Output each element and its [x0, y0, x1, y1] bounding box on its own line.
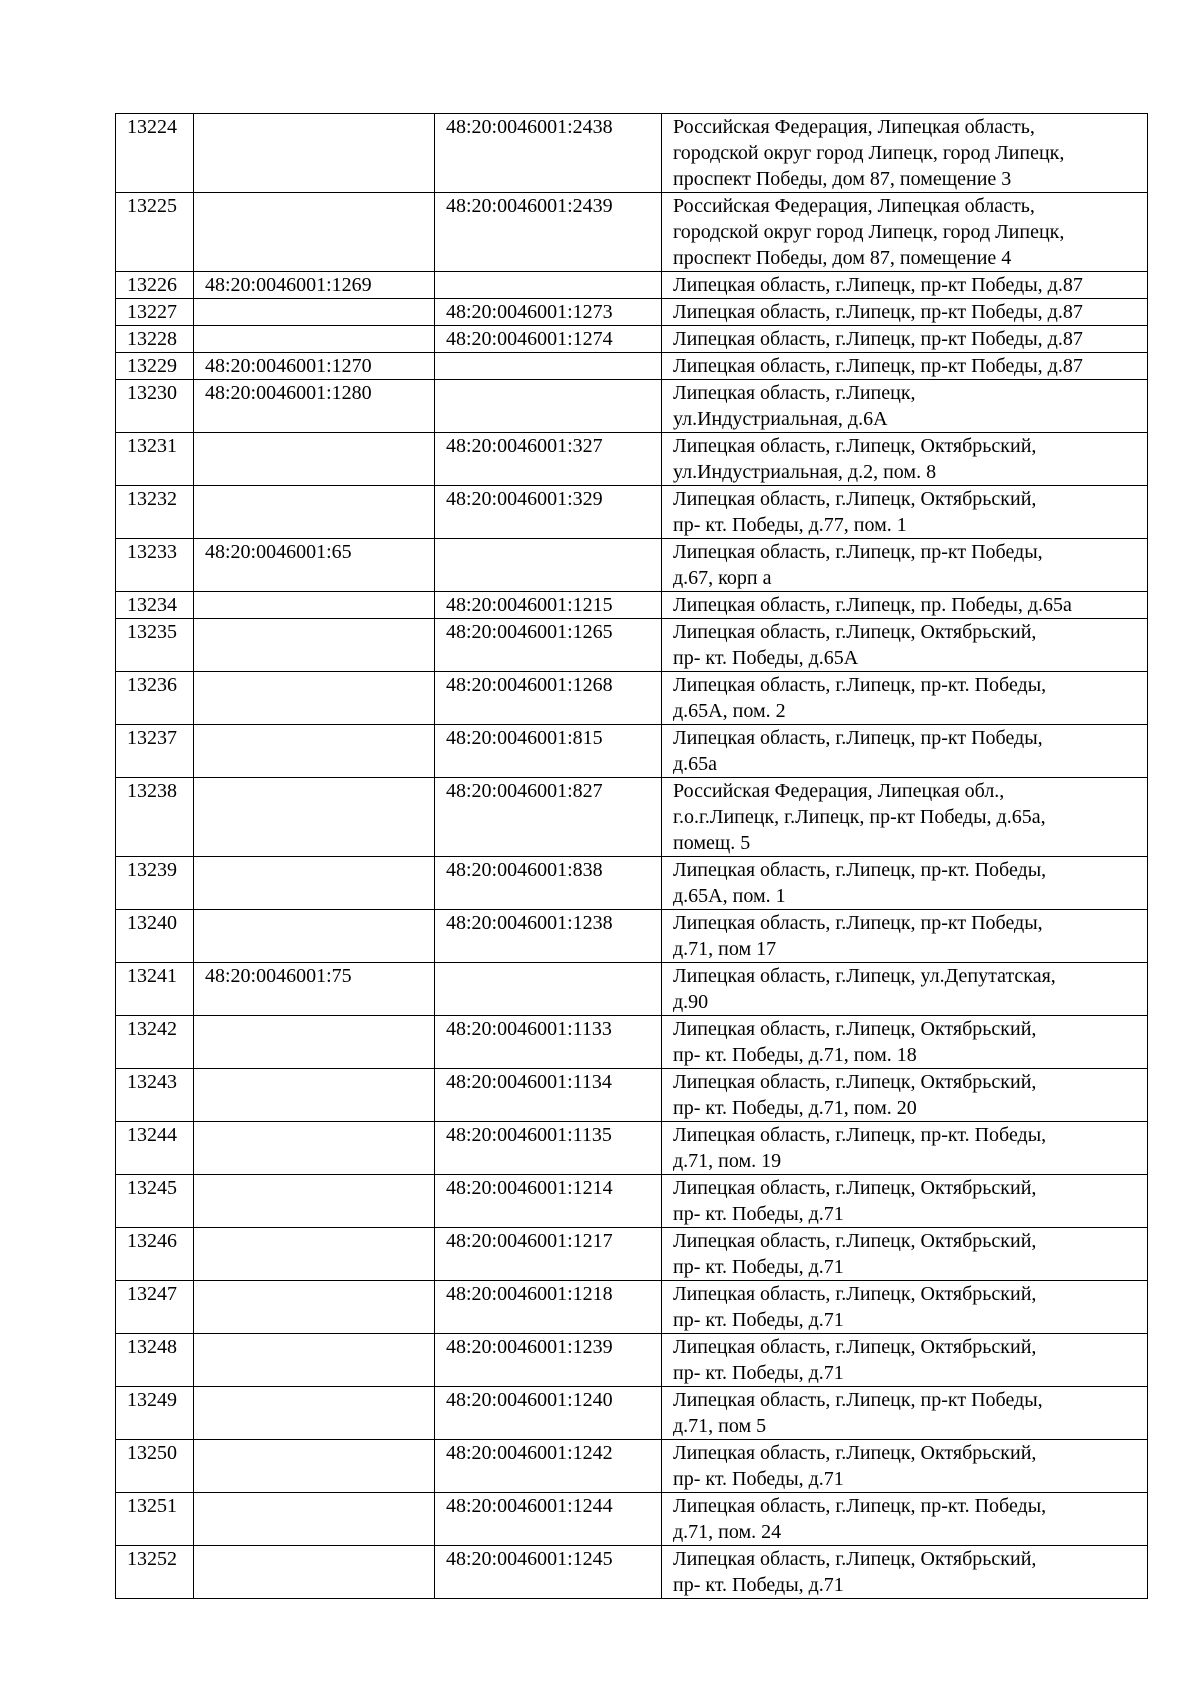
room-cadastral-number-cell: 48:20:0046001:1215 [435, 592, 662, 619]
room-cadastral-number-cell: 48:20:0046001:1244 [435, 1493, 662, 1546]
room-cadastral-number-cell: 48:20:0046001:1242 [435, 1440, 662, 1493]
address-cell: Липецкая область, г.Липецк, Октябрьский, пр- кт. Победы, д.65А [662, 619, 1148, 672]
room-cadastral-number-cell: 48:20:0046001:1133 [435, 1016, 662, 1069]
table-row [116, 672, 1148, 725]
row-number-cell: 13244 [116, 1122, 194, 1175]
row-number-cell: 13243 [116, 1069, 194, 1122]
building-cadastral-number-cell: 48:20:0046001:75 [194, 963, 435, 1016]
room-cadastral-number-cell: 48:20:0046001:815 [435, 725, 662, 778]
table-row [116, 1440, 1148, 1493]
room-cadastral-number-cell [435, 539, 662, 592]
room-cadastral-number-cell: 48:20:0046001:838 [435, 857, 662, 910]
building-cadastral-number-cell [194, 1334, 435, 1387]
room-cadastral-number-cell: 48:20:0046001:1273 [435, 299, 662, 326]
room-cadastral-number-cell: 48:20:0046001:1218 [435, 1281, 662, 1334]
address-cell: Липецкая область, г.Липецк, Октябрьский, пр- кт. Победы, д.71 [662, 1334, 1148, 1387]
room-cadastral-number-cell: 48:20:0046001:329 [435, 486, 662, 539]
table-row [116, 272, 1148, 299]
room-cadastral-number-cell: 48:20:0046001:827 [435, 778, 662, 857]
row-number-cell: 13240 [116, 910, 194, 963]
building-cadastral-number-cell [194, 1493, 435, 1546]
table-row [116, 326, 1148, 353]
address-cell: Липецкая область, г.Липецк, пр-кт Победы, д.87 [662, 272, 1148, 299]
address-cell: Липецкая область, г.Липецк, пр-кт. Победы, д.65А, пом. 2 [662, 672, 1148, 725]
room-cadastral-number-cell: 48:20:0046001:2439 [435, 193, 662, 272]
address-cell: Липецкая область, г.Липецк, пр-кт. Победы, д.71, пом. 19 [662, 1122, 1148, 1175]
row-number-cell: 13230 [116, 380, 194, 433]
table-row [116, 433, 1148, 486]
room-cadastral-number-cell [435, 353, 662, 380]
building-cadastral-number-cell [194, 1440, 435, 1493]
address-cell: Липецкая область, г.Липецк, ул.Депутатская, д.90 [662, 963, 1148, 1016]
row-number-cell: 13226 [116, 272, 194, 299]
row-number-cell: 13245 [116, 1175, 194, 1228]
table-row [116, 1546, 1148, 1599]
row-number-cell: 13224 [116, 114, 194, 193]
table-row [116, 1069, 1148, 1122]
row-number-cell: 13246 [116, 1228, 194, 1281]
table-row [116, 592, 1148, 619]
room-cadastral-number-cell: 48:20:0046001:2438 [435, 114, 662, 193]
row-number-cell: 13248 [116, 1334, 194, 1387]
building-cadastral-number-cell [194, 1016, 435, 1069]
room-cadastral-number-cell: 48:20:0046001:1238 [435, 910, 662, 963]
room-cadastral-number-cell: 48:20:0046001:1240 [435, 1387, 662, 1440]
row-number-cell: 13238 [116, 778, 194, 857]
address-cell: Липецкая область, г.Липецк, Октябрьский, пр- кт. Победы, д.71, пом. 18 [662, 1016, 1148, 1069]
row-number-cell: 13242 [116, 1016, 194, 1069]
row-number-cell: 13231 [116, 433, 194, 486]
address-cell: Российская Федерация, Липецкая обл., г.о.г.Липецк, г.Липецк, пр-кт Победы, д.65а, помещ. 5 [662, 778, 1148, 857]
building-cadastral-number-cell [194, 433, 435, 486]
building-cadastral-number-cell [194, 672, 435, 725]
room-cadastral-number-cell [435, 380, 662, 433]
table-row [116, 1334, 1148, 1387]
table-row [116, 1493, 1148, 1546]
row-number-cell: 13237 [116, 725, 194, 778]
table-row [116, 1122, 1148, 1175]
row-number-cell: 13239 [116, 857, 194, 910]
building-cadastral-number-cell: 48:20:0046001:65 [194, 539, 435, 592]
table-row [116, 1228, 1148, 1281]
table-row [116, 1281, 1148, 1334]
register-table [115, 113, 1148, 1599]
table-row [116, 725, 1148, 778]
building-cadastral-number-cell [194, 193, 435, 272]
building-cadastral-number-cell [194, 778, 435, 857]
address-cell: Российская Федерация, Липецкая область, городской округ город Липецк, город Липецк, проспект Победы, дом 87, помещение 3 [662, 114, 1148, 193]
building-cadastral-number-cell: 48:20:0046001:1269 [194, 272, 435, 299]
building-cadastral-number-cell [194, 1069, 435, 1122]
building-cadastral-number-cell [194, 486, 435, 539]
row-number-cell: 13232 [116, 486, 194, 539]
building-cadastral-number-cell [194, 114, 435, 193]
table-row [116, 1175, 1148, 1228]
room-cadastral-number-cell: 48:20:0046001:1134 [435, 1069, 662, 1122]
room-cadastral-number-cell: 48:20:0046001:1135 [435, 1122, 662, 1175]
building-cadastral-number-cell [194, 1175, 435, 1228]
row-number-cell: 13252 [116, 1546, 194, 1599]
building-cadastral-number-cell [194, 857, 435, 910]
room-cadastral-number-cell [435, 272, 662, 299]
table-row [116, 539, 1148, 592]
address-cell: Липецкая область, г.Липецк, пр-кт. Победы, д.71, пом. 24 [662, 1493, 1148, 1546]
address-cell: Липецкая область, г.Липецк, пр. Победы, д.65а [662, 592, 1148, 619]
address-cell: Липецкая область, г.Липецк, пр-кт Победы, д.87 [662, 299, 1148, 326]
address-cell: Липецкая область, г.Липецк, пр-кт Победы, д.87 [662, 353, 1148, 380]
row-number-cell: 13233 [116, 539, 194, 592]
room-cadastral-number-cell: 48:20:0046001:1214 [435, 1175, 662, 1228]
building-cadastral-number-cell [194, 1387, 435, 1440]
table-row [116, 857, 1148, 910]
address-cell: Липецкая область, г.Липецк, Октябрьский, пр- кт. Победы, д.71 [662, 1281, 1148, 1334]
building-cadastral-number-cell [194, 1281, 435, 1334]
table-row [116, 299, 1148, 326]
building-cadastral-number-cell [194, 1228, 435, 1281]
address-cell: Липецкая область, г.Липецк, пр-кт Победы, д.71, пом 17 [662, 910, 1148, 963]
row-number-cell: 13250 [116, 1440, 194, 1493]
table-row [116, 114, 1148, 193]
table-row [116, 963, 1148, 1016]
building-cadastral-number-cell [194, 619, 435, 672]
address-cell: Липецкая область, г.Липецк, пр-кт. Победы, д.65А, пом. 1 [662, 857, 1148, 910]
building-cadastral-number-cell [194, 910, 435, 963]
building-cadastral-number-cell [194, 1122, 435, 1175]
table-row [116, 1387, 1148, 1440]
address-cell: Липецкая область, г.Липецк, пр-кт Победы, д.71, пом 5 [662, 1387, 1148, 1440]
room-cadastral-number-cell: 48:20:0046001:1239 [435, 1334, 662, 1387]
address-cell: Липецкая область, г.Липецк, Октябрьский, пр- кт. Победы, д.71 [662, 1228, 1148, 1281]
row-number-cell: 13235 [116, 619, 194, 672]
address-cell: Липецкая область, г.Липецк, Октябрьский, пр- кт. Победы, д.71 [662, 1546, 1148, 1599]
register-table-body [116, 114, 1148, 1599]
room-cadastral-number-cell [435, 963, 662, 1016]
table-row [116, 910, 1148, 963]
building-cadastral-number-cell: 48:20:0046001:1280 [194, 380, 435, 433]
row-number-cell: 13251 [116, 1493, 194, 1546]
address-cell: Липецкая область, г.Липецк, пр-кт Победы, д.67, корп а [662, 539, 1148, 592]
row-number-cell: 13234 [116, 592, 194, 619]
address-cell: Липецкая область, г.Липецк, Октябрьский, пр- кт. Победы, д.71 [662, 1440, 1148, 1493]
row-number-cell: 13228 [116, 326, 194, 353]
address-cell: Липецкая область, г.Липецк, Октябрьский, ул.Индустриальная, д.2, пом. 8 [662, 433, 1148, 486]
address-cell: Липецкая область, г.Липецк, Октябрьский, пр- кт. Победы, д.77, пом. 1 [662, 486, 1148, 539]
building-cadastral-number-cell: 48:20:0046001:1270 [194, 353, 435, 380]
row-number-cell: 13247 [116, 1281, 194, 1334]
room-cadastral-number-cell: 48:20:0046001:1265 [435, 619, 662, 672]
building-cadastral-number-cell [194, 725, 435, 778]
building-cadastral-number-cell [194, 299, 435, 326]
address-cell: Российская Федерация, Липецкая область, городской округ город Липецк, город Липецк, проспект Победы, дом 87, помещение 4 [662, 193, 1148, 272]
table-row [116, 1016, 1148, 1069]
row-number-cell: 13236 [116, 672, 194, 725]
address-cell: Липецкая область, г.Липецк, Октябрьский, пр- кт. Победы, д.71 [662, 1175, 1148, 1228]
row-number-cell: 13225 [116, 193, 194, 272]
row-number-cell: 13249 [116, 1387, 194, 1440]
building-cadastral-number-cell [194, 592, 435, 619]
row-number-cell: 13227 [116, 299, 194, 326]
address-cell: Липецкая область, г.Липецк, Октябрьский, пр- кт. Победы, д.71, пом. 20 [662, 1069, 1148, 1122]
table-row [116, 380, 1148, 433]
room-cadastral-number-cell: 48:20:0046001:1268 [435, 672, 662, 725]
building-cadastral-number-cell [194, 326, 435, 353]
address-cell: Липецкая область, г.Липецк, пр-кт Победы, д.65а [662, 725, 1148, 778]
row-number-cell: 13241 [116, 963, 194, 1016]
address-cell: Липецкая область, г.Липецк, ул.Индустриальная, д.6А [662, 380, 1148, 433]
table-row [116, 353, 1148, 380]
room-cadastral-number-cell: 48:20:0046001:327 [435, 433, 662, 486]
table-row [116, 619, 1148, 672]
room-cadastral-number-cell: 48:20:0046001:1274 [435, 326, 662, 353]
table-row [116, 193, 1148, 272]
room-cadastral-number-cell: 48:20:0046001:1245 [435, 1546, 662, 1599]
table-row [116, 778, 1148, 857]
address-cell: Липецкая область, г.Липецк, пр-кт Победы, д.87 [662, 326, 1148, 353]
row-number-cell: 13229 [116, 353, 194, 380]
room-cadastral-number-cell: 48:20:0046001:1217 [435, 1228, 662, 1281]
table-row [116, 486, 1148, 539]
building-cadastral-number-cell [194, 1546, 435, 1599]
